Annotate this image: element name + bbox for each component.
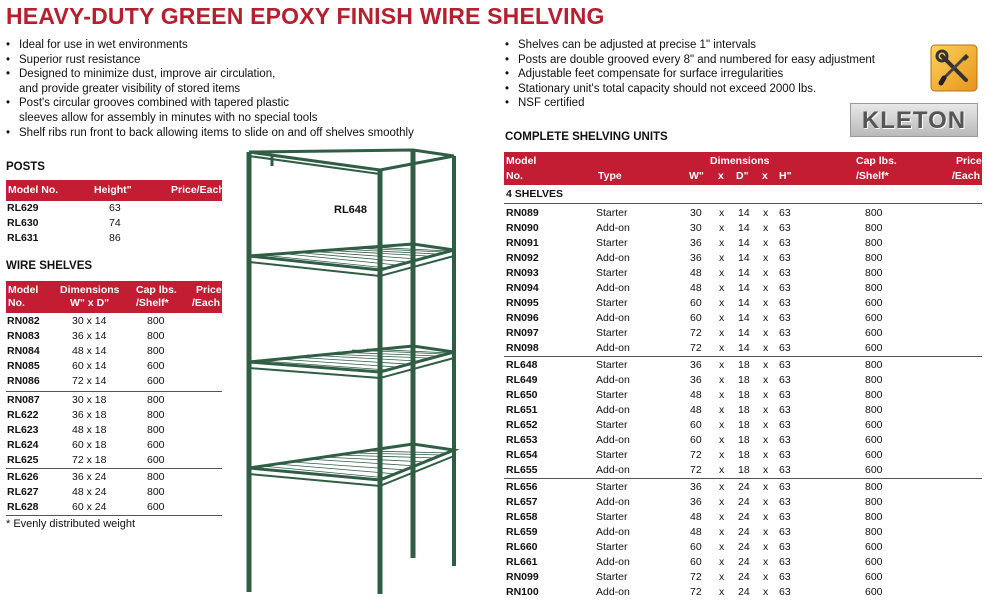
cell-h: 63 xyxy=(779,586,791,598)
cell-cap: 600 xyxy=(865,434,883,446)
cell-w: 72 xyxy=(690,327,702,339)
cell-w: 72 xyxy=(690,449,702,461)
table-row xyxy=(504,403,982,418)
cell-cap: 600 xyxy=(865,541,883,553)
cell-h: 63 xyxy=(779,541,791,553)
table-row xyxy=(504,221,982,236)
cell-cap: 800 xyxy=(865,282,883,294)
cell-cap: 600 xyxy=(865,449,883,461)
cell-type: Add-on xyxy=(596,374,630,386)
cell-w: 72 xyxy=(690,586,702,598)
cell-x: x xyxy=(719,419,725,431)
cell-w: 48 xyxy=(690,404,702,416)
bullet-icon: • xyxy=(6,68,11,81)
cell-d: 14 xyxy=(738,267,750,279)
cell-type: Add-on xyxy=(596,222,630,234)
cell-x: x xyxy=(763,374,769,386)
cell-model: RN093 xyxy=(506,267,539,279)
feature-item: • Shelves can be adjusted at precise 1" intervals xyxy=(505,39,757,51)
cell-type: Starter xyxy=(596,571,628,583)
bullet-icon: • xyxy=(505,97,510,110)
cell-x: x xyxy=(719,222,725,234)
table-row xyxy=(504,251,982,266)
feature-item: • Superior rust resistance xyxy=(6,53,141,66)
cell-h: 63 xyxy=(779,434,791,446)
cell-type: Starter xyxy=(596,327,628,339)
cell-h: 63 xyxy=(779,252,791,264)
table-row: RL629 63 xyxy=(7,202,121,214)
cell-h: 63 xyxy=(779,464,791,476)
feature-item: • Adjustable feet compensate for surface irregularities xyxy=(505,68,784,81)
cell-h: 63 xyxy=(779,267,791,279)
cell-h: 63 xyxy=(779,297,791,309)
cell-model: RN092 xyxy=(506,252,539,264)
cell-cap: 800 xyxy=(865,389,883,401)
cell-w: 36 xyxy=(690,237,702,249)
table-row: RN087 30 x 18 800 xyxy=(7,394,165,406)
cell-d: 18 xyxy=(738,419,750,431)
cell-model: RL653 xyxy=(506,434,538,446)
cell-cap: 600 xyxy=(865,312,883,324)
row-group-divider xyxy=(504,478,982,479)
cell-d: 24 xyxy=(738,496,750,508)
bullet-icon: • xyxy=(505,53,510,66)
cell-x: x xyxy=(719,252,725,264)
cell-w: 36 xyxy=(690,252,702,264)
units-table-body xyxy=(504,358,982,478)
bullet-icon: • xyxy=(505,39,510,51)
cell-x: x xyxy=(719,586,725,598)
cell-h: 63 xyxy=(779,282,791,294)
cell-model: RL648 xyxy=(506,359,538,371)
cell-d: 18 xyxy=(738,449,750,461)
cell-cap: 800 xyxy=(865,404,883,416)
table-row: RL623 48 x 18 800 xyxy=(7,424,165,436)
cell-type: Starter xyxy=(596,297,628,309)
cell-h: 63 xyxy=(779,374,791,386)
table-row: RN086 72 x 14 600 xyxy=(7,375,165,387)
table-row: RN085 60 x 14 600 xyxy=(7,360,165,372)
table-row xyxy=(504,206,982,221)
row-group-divider xyxy=(6,468,222,469)
table-row: RN084 48 x 14 800 xyxy=(7,345,165,357)
bullet-icon: • xyxy=(505,68,510,81)
cell-h: 63 xyxy=(779,222,791,234)
cell-cap: 600 xyxy=(865,556,883,568)
cell-cap: 800 xyxy=(865,252,883,264)
cell-x: x xyxy=(719,404,725,416)
cell-x: x xyxy=(719,207,725,219)
cell-x: x xyxy=(763,359,769,371)
cell-model: RL654 xyxy=(506,449,538,461)
table-row xyxy=(504,570,982,585)
cell-h: 63 xyxy=(779,342,791,354)
table-row: RL631 86 xyxy=(7,232,121,244)
cell-type: Starter xyxy=(596,267,628,279)
cell-cap: 600 xyxy=(865,297,883,309)
footnote: * Evenly distributed weight xyxy=(6,518,136,530)
feature-item: • Posts are double grooved every 8" and numbered for easy adjustment xyxy=(505,53,875,66)
cell-x: x xyxy=(719,571,725,583)
cell-x: x xyxy=(763,267,769,279)
cell-d: 14 xyxy=(738,297,750,309)
cell-type: Starter xyxy=(596,481,628,493)
cell-model: RN100 xyxy=(506,586,539,598)
cell-x: x xyxy=(719,359,725,371)
cell-cap: 800 xyxy=(865,359,883,371)
cell-w: 36 xyxy=(690,374,702,386)
cell-w: 48 xyxy=(690,389,702,401)
cell-model: RL649 xyxy=(506,374,538,386)
cell-type: Add-on xyxy=(596,586,630,598)
cell-w: 48 xyxy=(690,511,702,523)
cell-w: 36 xyxy=(690,481,702,493)
cell-model: RL658 xyxy=(506,511,538,523)
table-row xyxy=(504,266,982,281)
cell-h: 63 xyxy=(779,496,791,508)
units-table-body xyxy=(504,480,982,600)
cell-w: 48 xyxy=(690,267,702,279)
cell-h: 63 xyxy=(779,207,791,219)
cell-cap: 800 xyxy=(865,511,883,523)
cell-cap: 800 xyxy=(865,207,883,219)
cell-x: x xyxy=(719,496,725,508)
table-row: RL622 36 x 18 800 xyxy=(7,409,165,421)
bullet-icon: • xyxy=(6,97,11,110)
cell-h: 63 xyxy=(779,327,791,339)
cell-d: 14 xyxy=(738,237,750,249)
cell-d: 24 xyxy=(738,541,750,553)
cell-type: Add-on xyxy=(596,312,630,324)
posts-heading: POSTS xyxy=(6,161,45,173)
table-row: RL624 60 x 18 600 xyxy=(7,439,165,451)
cell-model: RN094 xyxy=(506,282,539,294)
cell-type: Add-on xyxy=(596,526,630,538)
cell-w: 60 xyxy=(690,541,702,553)
posts-table-header: Model No. Height" Price/Each xyxy=(6,180,222,201)
cell-type: Starter xyxy=(596,359,628,371)
cell-cap: 600 xyxy=(865,342,883,354)
cell-x: x xyxy=(763,526,769,538)
cell-x: x xyxy=(719,556,725,568)
cell-h: 63 xyxy=(779,312,791,324)
cell-w: 36 xyxy=(690,496,702,508)
cell-d: 24 xyxy=(738,571,750,583)
cell-d: 14 xyxy=(738,252,750,264)
table-row xyxy=(504,341,982,356)
cell-d: 14 xyxy=(738,282,750,294)
cell-d: 24 xyxy=(738,556,750,568)
cell-x: x xyxy=(763,496,769,508)
units-subheading: 4 SHELVES xyxy=(506,188,563,200)
cell-x: x xyxy=(763,419,769,431)
cell-type: Add-on xyxy=(596,342,630,354)
cell-cap: 600 xyxy=(865,586,883,598)
bullet-icon: • xyxy=(6,126,11,139)
row-group-divider xyxy=(6,515,222,516)
posts-table-body xyxy=(6,201,222,246)
cell-w: 60 xyxy=(690,419,702,431)
cell-x: x xyxy=(763,237,769,249)
cell-w: 60 xyxy=(690,556,702,568)
cell-cap: 800 xyxy=(865,222,883,234)
cell-x: x xyxy=(763,511,769,523)
cell-cap: 800 xyxy=(865,496,883,508)
cell-cap: 800 xyxy=(865,481,883,493)
cell-x: x xyxy=(763,464,769,476)
cell-x: x xyxy=(763,541,769,553)
cell-model: RN097 xyxy=(506,327,539,339)
cell-cap: 800 xyxy=(865,267,883,279)
cell-d: 24 xyxy=(738,586,750,598)
table-row: RL627 48 x 24 800 xyxy=(7,486,165,498)
cell-cap: 600 xyxy=(865,419,883,431)
cell-x: x xyxy=(763,252,769,264)
table-row: RL628 60 x 24 600 xyxy=(7,501,165,513)
cell-x: x xyxy=(719,374,725,386)
cell-cap: 600 xyxy=(865,571,883,583)
cell-h: 63 xyxy=(779,237,791,249)
cell-model: RN096 xyxy=(506,312,539,324)
feature-item: • Shelf ribs run front to back allowing items to slide on and off shelves smoothly xyxy=(6,126,414,139)
feature-list-right xyxy=(505,38,875,111)
cell-d: 18 xyxy=(738,374,750,386)
cell-cap: 800 xyxy=(865,526,883,538)
table-row: RL630 74 xyxy=(7,217,121,229)
kleton-logo: KLETON xyxy=(850,103,978,137)
feature-list-left xyxy=(6,38,414,140)
bullet-icon: • xyxy=(6,53,11,66)
cell-cap: 800 xyxy=(865,237,883,249)
cell-x: x xyxy=(719,511,725,523)
cell-w: 60 xyxy=(690,297,702,309)
cell-w: 36 xyxy=(690,359,702,371)
cell-x: x xyxy=(719,449,725,461)
cell-h: 63 xyxy=(779,449,791,461)
table-row: RN082 30 x 14 800 xyxy=(7,315,165,327)
cell-d: 18 xyxy=(738,389,750,401)
cell-d: 14 xyxy=(738,207,750,219)
cell-h: 63 xyxy=(779,556,791,568)
cell-x: x xyxy=(763,282,769,294)
cell-w: 72 xyxy=(690,342,702,354)
cell-x: x xyxy=(763,449,769,461)
cell-model: RL652 xyxy=(506,419,538,431)
cell-w: 48 xyxy=(690,282,702,294)
table-row: RL625 72 x 18 600 xyxy=(7,454,165,466)
cell-type: Starter xyxy=(596,389,628,401)
table-row xyxy=(504,236,982,251)
table-row xyxy=(504,448,982,463)
cell-w: 30 xyxy=(690,207,702,219)
cell-type: Add-on xyxy=(596,434,630,446)
cell-x: x xyxy=(763,434,769,446)
table-row xyxy=(504,525,982,540)
units-table-header: Model No. Type Dimensions W" x D" x H" Cap lbs. /Shelf* Price /Each xyxy=(504,152,982,185)
cell-type: Starter xyxy=(596,511,628,523)
table-row xyxy=(504,463,982,478)
cell-model: RN098 xyxy=(506,342,539,354)
table-row xyxy=(504,510,982,525)
cell-x: x xyxy=(719,327,725,339)
bullet-icon: • xyxy=(505,82,510,95)
cell-d: 24 xyxy=(738,526,750,538)
table-row: RN083 36 x 14 800 xyxy=(7,330,165,342)
cell-x: x xyxy=(719,267,725,279)
cell-d: 14 xyxy=(738,222,750,234)
cell-d: 14 xyxy=(738,312,750,324)
table-row xyxy=(504,358,982,373)
cell-x: x xyxy=(763,481,769,493)
cell-model: RN095 xyxy=(506,297,539,309)
cell-x: x xyxy=(719,342,725,354)
cell-type: Add-on xyxy=(596,252,630,264)
feature-item: • NSF certified xyxy=(505,97,585,110)
feature-item: • Stationary unit's total capacity should not exceed 2000 lbs. xyxy=(505,82,817,95)
cell-w: 72 xyxy=(690,571,702,583)
cell-model: RL659 xyxy=(506,526,538,538)
cell-model: RL655 xyxy=(506,464,538,476)
cell-h: 63 xyxy=(779,481,791,493)
cell-x: x xyxy=(763,404,769,416)
cell-x: x xyxy=(719,434,725,446)
table-row xyxy=(504,555,982,570)
wire-shelves-table-header: Model No. Dimensions W" x D" Cap lbs. /Shelf* Price /Each xyxy=(6,281,222,313)
cell-x: x xyxy=(763,327,769,339)
wire-shelves-table-body xyxy=(6,393,222,468)
wire-shelves-table-body xyxy=(6,314,222,389)
cell-d: 18 xyxy=(738,404,750,416)
cell-model: RL656 xyxy=(506,481,538,493)
cell-w: 72 xyxy=(690,464,702,476)
cell-cap: 600 xyxy=(865,464,883,476)
page-title: HEAVY-DUTY GREEN EPOXY FINISH WIRE SHELVING xyxy=(6,3,605,29)
cell-x: x xyxy=(763,297,769,309)
cell-type: Starter xyxy=(596,419,628,431)
table-row xyxy=(504,480,982,495)
cell-d: 24 xyxy=(738,511,750,523)
cell-x: x xyxy=(763,312,769,324)
cell-d: 24 xyxy=(738,481,750,493)
cell-h: 63 xyxy=(779,389,791,401)
bullet-icon: • xyxy=(6,39,11,51)
table-row xyxy=(504,433,982,448)
cell-x: x xyxy=(763,556,769,568)
cell-model: RL650 xyxy=(506,389,538,401)
cell-x: x xyxy=(719,282,725,294)
cell-h: 63 xyxy=(779,359,791,371)
cell-d: 18 xyxy=(738,359,750,371)
cell-type: Add-on xyxy=(596,404,630,416)
cell-type: Starter xyxy=(596,449,628,461)
cell-type: Starter xyxy=(596,541,628,553)
cell-x: x xyxy=(719,312,725,324)
feature-item: • Ideal for use in wet environments xyxy=(6,39,188,51)
table-row xyxy=(504,495,982,510)
cell-d: 18 xyxy=(738,434,750,446)
cell-x: x xyxy=(763,222,769,234)
row-group-divider xyxy=(6,391,222,392)
table-row xyxy=(504,540,982,555)
cell-h: 63 xyxy=(779,511,791,523)
cell-model: RN099 xyxy=(506,571,539,583)
cell-x: x xyxy=(719,541,725,553)
cell-x: x xyxy=(719,526,725,538)
table-row xyxy=(504,388,982,403)
cell-x: x xyxy=(763,571,769,583)
feature-item: • Post's circular grooves combined with tapered plastic sleeves allow for assembly in minutes with no special tools xyxy=(6,97,318,124)
table-row xyxy=(504,373,982,388)
cell-type: Starter xyxy=(596,237,628,249)
feature-item: • Designed to minimize dust, improve air circulation, and provide greater visibility of stored items xyxy=(6,68,276,95)
table-row xyxy=(504,296,982,311)
cell-x: x xyxy=(719,389,725,401)
cell-model: RL657 xyxy=(506,496,538,508)
cell-type: Add-on xyxy=(596,282,630,294)
cell-w: 60 xyxy=(690,434,702,446)
cell-type: Add-on xyxy=(596,464,630,476)
table-row xyxy=(504,418,982,433)
cell-d: 14 xyxy=(738,327,750,339)
cell-d: 14 xyxy=(738,342,750,354)
cell-w: 48 xyxy=(690,526,702,538)
table-row: RL626 36 x 24 800 xyxy=(7,471,165,483)
cell-x: x xyxy=(763,207,769,219)
units-heading: COMPLETE SHELVING UNITS xyxy=(505,131,668,143)
cell-w: 60 xyxy=(690,312,702,324)
cell-model: RL651 xyxy=(506,404,538,416)
cell-x: x xyxy=(763,342,769,354)
table-row xyxy=(504,326,982,341)
cell-x: x xyxy=(763,389,769,401)
cell-cap: 600 xyxy=(865,327,883,339)
cell-type: Add-on xyxy=(596,496,630,508)
cell-x: x xyxy=(763,586,769,598)
cell-h: 63 xyxy=(779,526,791,538)
cell-h: 63 xyxy=(779,404,791,416)
cell-type: Add-on xyxy=(596,556,630,568)
cell-model: RN091 xyxy=(506,237,539,249)
table-row xyxy=(504,281,982,296)
cell-model: RL661 xyxy=(506,556,538,568)
tools-icon xyxy=(930,44,978,92)
cell-model: RL660 xyxy=(506,541,538,553)
wire-shelves-heading: WIRE SHELVES xyxy=(6,260,93,272)
cell-x: x xyxy=(719,481,725,493)
cell-d: 18 xyxy=(738,464,750,476)
row-group-divider xyxy=(504,203,982,204)
cell-x: x xyxy=(719,237,725,249)
cell-h: 63 xyxy=(779,419,791,431)
cell-h: 63 xyxy=(779,571,791,583)
wire-shelves-table-body xyxy=(6,470,222,515)
cell-model: RN089 xyxy=(506,207,539,219)
row-group-divider xyxy=(504,356,982,357)
cell-model: RN090 xyxy=(506,222,539,234)
cell-w: 30 xyxy=(690,222,702,234)
illustration-label: RL648 xyxy=(334,204,368,216)
units-table-body xyxy=(504,206,982,356)
cell-cap: 800 xyxy=(865,374,883,386)
cell-type: Starter xyxy=(596,207,628,219)
cell-x: x xyxy=(719,464,725,476)
table-row xyxy=(504,311,982,326)
table-row xyxy=(504,585,982,600)
cell-x: x xyxy=(719,297,725,309)
